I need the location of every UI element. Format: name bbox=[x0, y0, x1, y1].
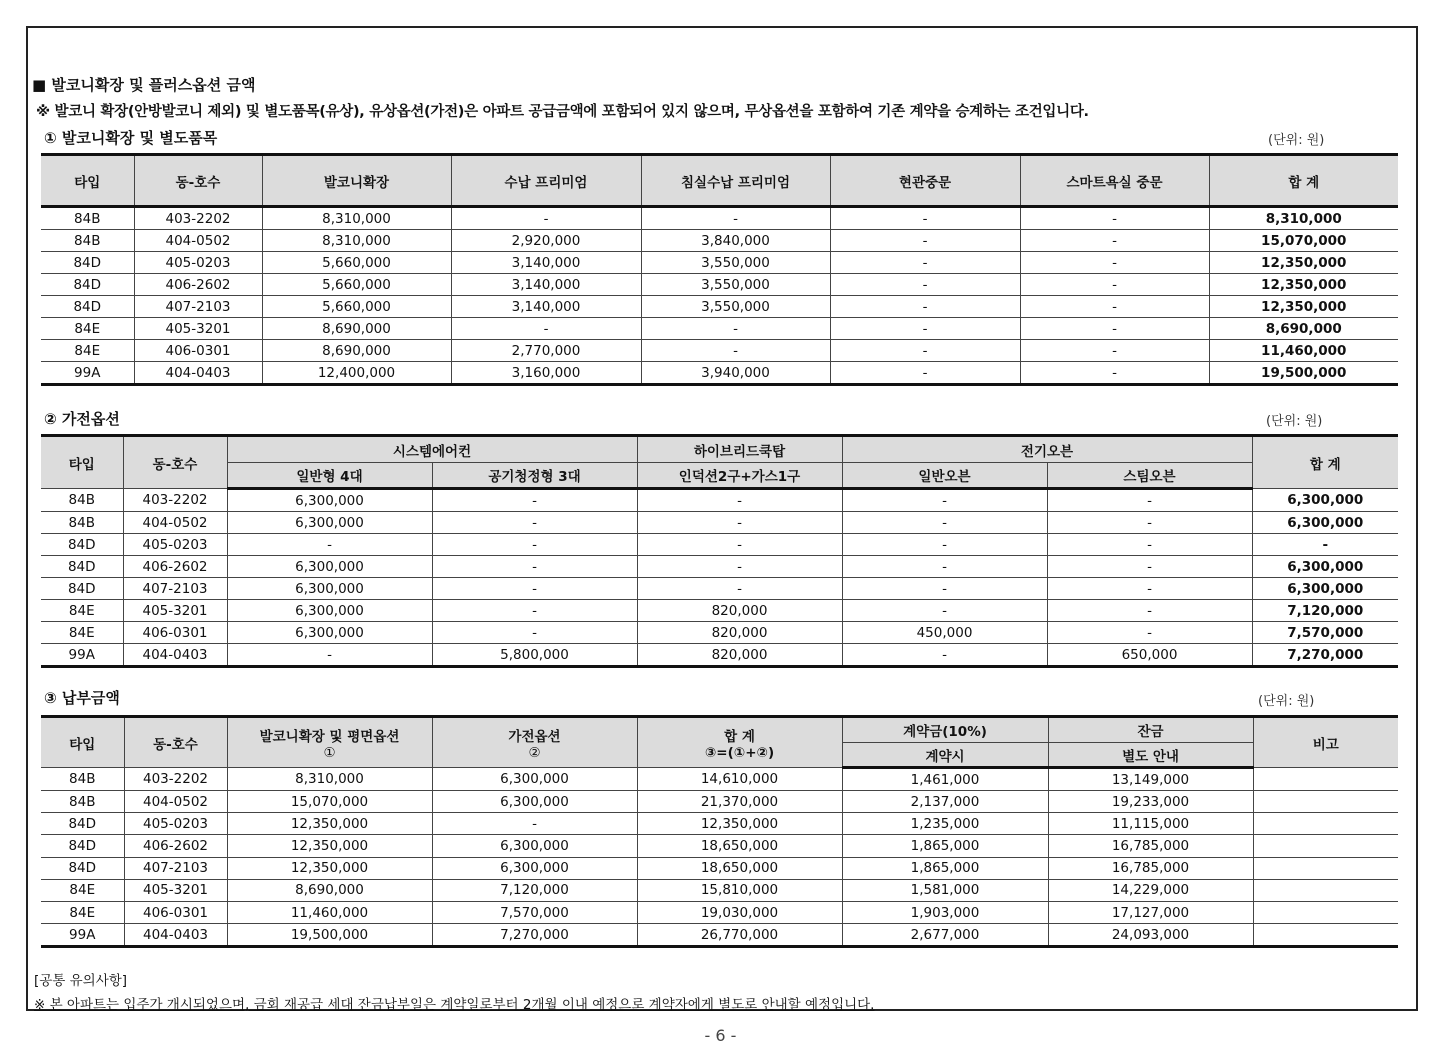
col-balcony-option-sub: ① bbox=[323, 744, 336, 761]
col-storage: 수납 프리미엄 bbox=[451, 155, 641, 207]
table-cell bbox=[1253, 813, 1398, 835]
appliance-table bbox=[41, 434, 1398, 668]
section1-unit: (단위: 원) bbox=[1268, 133, 1325, 148]
table-cell: 8,690,000 bbox=[262, 318, 451, 340]
table-cell: 18,650,000 bbox=[637, 835, 842, 857]
table-cell: 405-0203 bbox=[134, 252, 262, 274]
table-cell: 1,903,000 bbox=[842, 901, 1048, 923]
table-cell bbox=[1253, 791, 1398, 813]
table-cell: 8,310,000 bbox=[227, 768, 432, 791]
table-cell: 19,030,000 bbox=[637, 901, 842, 923]
col-electric-oven: 전기오븐 bbox=[842, 436, 1252, 463]
table-cell: 6,300,000 bbox=[432, 857, 637, 879]
table-cell: 19,500,000 bbox=[1209, 362, 1398, 385]
table-cell: 3,550,000 bbox=[641, 296, 830, 318]
table-cell: 407-2103 bbox=[123, 578, 227, 600]
table-cell: - bbox=[842, 512, 1047, 534]
col-type: 타입 bbox=[41, 717, 124, 768]
table-cell: 405-3201 bbox=[123, 600, 227, 622]
table-row bbox=[41, 924, 1398, 947]
table-cell: 84D bbox=[41, 835, 124, 857]
table-row bbox=[41, 901, 1398, 923]
table-cell: 26,770,000 bbox=[637, 924, 842, 947]
table-cell: - bbox=[830, 252, 1020, 274]
table-cell bbox=[1253, 835, 1398, 857]
table-cell: 12,350,000 bbox=[227, 813, 432, 835]
table-cell: - bbox=[641, 318, 830, 340]
table-cell: 5,800,000 bbox=[432, 644, 637, 667]
table-cell: - bbox=[842, 489, 1047, 512]
table-cell: 12,350,000 bbox=[637, 813, 842, 835]
table-row bbox=[41, 791, 1398, 813]
table-cell: 407-2103 bbox=[124, 857, 227, 879]
page-heading: ■ 발코니확장 및 플러스옵션 금액 bbox=[32, 76, 256, 94]
table-cell: - bbox=[637, 534, 842, 556]
table-row bbox=[41, 857, 1398, 879]
table-cell: - bbox=[641, 207, 830, 230]
table-cell: 406-2602 bbox=[123, 556, 227, 578]
table-cell: 6,300,000 bbox=[432, 835, 637, 857]
table-cell: - bbox=[432, 578, 637, 600]
table-cell: 6,300,000 bbox=[227, 578, 432, 600]
table-cell: 15,070,000 bbox=[227, 791, 432, 813]
table-cell: 2,770,000 bbox=[451, 340, 641, 362]
table-cell: 407-2103 bbox=[134, 296, 262, 318]
table-cell: 19,500,000 bbox=[227, 924, 432, 947]
section3-title: ③ 납부금액 bbox=[44, 689, 120, 707]
table-cell: 3,140,000 bbox=[451, 252, 641, 274]
table-cell: 84D bbox=[41, 813, 124, 835]
col-total: 합 계 bbox=[1252, 436, 1398, 489]
table-cell: 15,810,000 bbox=[637, 879, 842, 901]
table-cell: 18,650,000 bbox=[637, 857, 842, 879]
table-cell: - bbox=[1020, 207, 1209, 230]
col-balance-sub: 별도 안내 bbox=[1048, 743, 1253, 768]
table-cell: - bbox=[432, 556, 637, 578]
table-cell bbox=[1253, 901, 1398, 923]
col-bedroom-storage: 침실수납 프리미엄 bbox=[641, 155, 830, 207]
table-cell: - bbox=[830, 362, 1020, 385]
table-cell: 11,460,000 bbox=[1209, 340, 1398, 362]
table-cell: 1,865,000 bbox=[842, 835, 1048, 857]
table-cell: - bbox=[830, 207, 1020, 230]
table-cell: 7,570,000 bbox=[1252, 622, 1398, 644]
table-cell: 404-0502 bbox=[134, 230, 262, 252]
table-cell: 84E bbox=[41, 318, 134, 340]
table-cell: 16,785,000 bbox=[1048, 835, 1253, 857]
table-cell: 5,660,000 bbox=[262, 274, 451, 296]
table-cell: - bbox=[227, 644, 432, 667]
table-row bbox=[41, 879, 1398, 901]
table-cell: 3,940,000 bbox=[641, 362, 830, 385]
table-cell: 405-0203 bbox=[124, 813, 227, 835]
table-row bbox=[41, 512, 1398, 534]
col-balcony-option-label: 발코니확장 및 평면옵션 bbox=[259, 728, 400, 745]
col-appliance-option-label: 가전옵션 bbox=[508, 728, 561, 745]
table-cell: - bbox=[830, 296, 1020, 318]
table-cell: 406-0301 bbox=[124, 901, 227, 923]
col-total: 합 계 bbox=[1209, 155, 1398, 207]
table-cell: 84D bbox=[41, 857, 124, 879]
table-cell: 1,581,000 bbox=[842, 879, 1048, 901]
table-row bbox=[41, 274, 1398, 296]
col-balcony-option bbox=[227, 717, 432, 768]
col-unit: 동-호수 bbox=[134, 155, 262, 207]
table-cell: 84D bbox=[41, 556, 123, 578]
col-total-sub: ③=(①+②) bbox=[704, 744, 775, 761]
col-balcony: 발코니확장 bbox=[262, 155, 451, 207]
table-cell: 404-0502 bbox=[124, 791, 227, 813]
table-cell: 8,690,000 bbox=[1209, 318, 1398, 340]
table-cell: 3,840,000 bbox=[641, 230, 830, 252]
table-cell: 406-2602 bbox=[124, 835, 227, 857]
col-cooktop-sub: 인덕션2구+가스1구 bbox=[637, 463, 842, 489]
section2-title: ② 가전옵션 bbox=[44, 410, 120, 428]
table-cell: 8,310,000 bbox=[1209, 207, 1398, 230]
table-cell: 84E bbox=[41, 340, 134, 362]
table-cell: - bbox=[830, 318, 1020, 340]
table-row bbox=[41, 318, 1398, 340]
table-cell: 6,300,000 bbox=[1252, 512, 1398, 534]
col-smart-bath-door: 스마트욕실 중문 bbox=[1020, 155, 1209, 207]
balcony-table bbox=[41, 153, 1398, 386]
table-cell: 84E bbox=[41, 879, 124, 901]
table-cell: - bbox=[451, 318, 641, 340]
col-total bbox=[637, 717, 842, 768]
table-cell: 403-2202 bbox=[123, 489, 227, 512]
table-cell: - bbox=[1020, 318, 1209, 340]
col-unit: 동-호수 bbox=[124, 717, 227, 768]
table-cell: 3,550,000 bbox=[641, 274, 830, 296]
table-cell: 12,350,000 bbox=[227, 857, 432, 879]
table-row bbox=[41, 340, 1398, 362]
table-cell: - bbox=[1020, 362, 1209, 385]
table-cell: - bbox=[1047, 578, 1252, 600]
table-cell: 406-0301 bbox=[123, 622, 227, 644]
table-cell: - bbox=[830, 274, 1020, 296]
table-cell: 404-0403 bbox=[123, 644, 227, 667]
table-row bbox=[41, 230, 1398, 252]
table-cell: 405-3201 bbox=[134, 318, 262, 340]
table-cell: - bbox=[637, 489, 842, 512]
col-cooktop: 하이브리드쿡탑 bbox=[637, 436, 842, 463]
table-cell: 403-2202 bbox=[134, 207, 262, 230]
table-cell: - bbox=[1047, 600, 1252, 622]
table-cell: 12,350,000 bbox=[1209, 296, 1398, 318]
table-cell: 6,300,000 bbox=[432, 791, 637, 813]
table-cell: - bbox=[1047, 534, 1252, 556]
table-cell: 84B bbox=[41, 489, 123, 512]
table-cell: 84E bbox=[41, 901, 124, 923]
table-cell: - bbox=[1047, 489, 1252, 512]
table-cell: 84B bbox=[41, 512, 123, 534]
table-cell: - bbox=[842, 644, 1047, 667]
table-cell: 8,690,000 bbox=[227, 879, 432, 901]
table-cell: 404-0403 bbox=[124, 924, 227, 947]
table-row bbox=[41, 362, 1398, 385]
col-balance: 잔금 bbox=[1048, 717, 1253, 743]
table-cell: 6,300,000 bbox=[227, 512, 432, 534]
table-cell: 84B bbox=[41, 207, 134, 230]
table-row bbox=[41, 252, 1398, 274]
table-cell: - bbox=[1020, 230, 1209, 252]
table-cell: 11,115,000 bbox=[1048, 813, 1253, 835]
col-aircon-purifier: 공기청정형 3대 bbox=[432, 463, 637, 489]
table-cell: 1,235,000 bbox=[842, 813, 1048, 835]
table-row bbox=[41, 835, 1398, 857]
table-cell: - bbox=[1252, 534, 1398, 556]
table-row bbox=[41, 207, 1398, 230]
table-cell: - bbox=[1020, 274, 1209, 296]
table-cell: - bbox=[432, 600, 637, 622]
table-cell: 14,229,000 bbox=[1048, 879, 1253, 901]
table-cell: 2,137,000 bbox=[842, 791, 1048, 813]
table-cell: 7,120,000 bbox=[1252, 600, 1398, 622]
section1-title: ① 발코니확장 및 별도품목 bbox=[44, 129, 218, 147]
table-cell: 450,000 bbox=[842, 622, 1047, 644]
table-cell: - bbox=[842, 578, 1047, 600]
col-system-aircon: 시스템에어컨 bbox=[227, 436, 637, 463]
table-cell: 84D bbox=[41, 534, 123, 556]
col-entrance-door: 현관중문 bbox=[830, 155, 1020, 207]
table-cell: - bbox=[432, 512, 637, 534]
table-cell: 13,149,000 bbox=[1048, 768, 1253, 791]
table-cell: 2,920,000 bbox=[451, 230, 641, 252]
table-cell: 406-0301 bbox=[134, 340, 262, 362]
table-cell: 84D bbox=[41, 274, 134, 296]
payment-table bbox=[41, 715, 1398, 948]
table-cell: - bbox=[830, 340, 1020, 362]
col-deposit: 계약금(10%) bbox=[842, 717, 1048, 743]
table-cell: 405-3201 bbox=[124, 879, 227, 901]
table-cell: 6,300,000 bbox=[1252, 556, 1398, 578]
table-cell: - bbox=[432, 622, 637, 644]
table-cell: 14,610,000 bbox=[637, 768, 842, 791]
table-cell: 6,300,000 bbox=[1252, 578, 1398, 600]
table-cell bbox=[1253, 924, 1398, 947]
table-cell: 17,127,000 bbox=[1048, 901, 1253, 923]
table-cell: - bbox=[637, 512, 842, 534]
table-cell: 7,270,000 bbox=[432, 924, 637, 947]
table-cell: 8,310,000 bbox=[262, 230, 451, 252]
table-cell: 84B bbox=[41, 230, 134, 252]
table-cell: 2,677,000 bbox=[842, 924, 1048, 947]
table-cell: 1,461,000 bbox=[842, 768, 1048, 791]
conditions-note: ※ 발코니 확장(안방발코니 제외) 및 별도품목(유상), 유상옵션(가전)은 아파트 공급금액에 포함되어 있지 않으며, 무상옵션을 포함하여 기존 계약을 승계하는 조건입니다. bbox=[36, 104, 1089, 120]
col-appliance-option-sub: ② bbox=[528, 744, 541, 761]
table-cell: - bbox=[451, 207, 641, 230]
table-cell: 8,690,000 bbox=[262, 340, 451, 362]
table-cell: 7,120,000 bbox=[432, 879, 637, 901]
footer-title: [공통 유의사항] bbox=[34, 973, 128, 989]
table-cell: - bbox=[227, 534, 432, 556]
col-oven-steam: 스팀오븐 bbox=[1047, 463, 1252, 489]
table-cell: 404-0403 bbox=[134, 362, 262, 385]
table-cell: 5,660,000 bbox=[262, 296, 451, 318]
table-row bbox=[41, 556, 1398, 578]
table-cell: - bbox=[1020, 296, 1209, 318]
table-row bbox=[41, 622, 1398, 644]
table-cell: - bbox=[842, 556, 1047, 578]
table-cell: - bbox=[432, 534, 637, 556]
table-cell: 84E bbox=[41, 600, 123, 622]
table-cell: 820,000 bbox=[637, 644, 842, 667]
col-oven-general: 일반오븐 bbox=[842, 463, 1047, 489]
page-number: - 6 - bbox=[704, 1026, 737, 1045]
table-cell: 404-0502 bbox=[123, 512, 227, 534]
table-cell: - bbox=[637, 556, 842, 578]
table-row bbox=[41, 768, 1398, 791]
col-type: 타입 bbox=[41, 436, 123, 489]
table-cell: 6,300,000 bbox=[432, 768, 637, 791]
table-row bbox=[41, 534, 1398, 556]
table-cell: 15,070,000 bbox=[1209, 230, 1398, 252]
table-cell: - bbox=[842, 600, 1047, 622]
table-cell: 405-0203 bbox=[123, 534, 227, 556]
table-cell: - bbox=[1020, 252, 1209, 274]
table-cell: 84D bbox=[41, 252, 134, 274]
table-cell: 6,300,000 bbox=[227, 556, 432, 578]
table-cell: 84B bbox=[41, 768, 124, 791]
table-cell: 820,000 bbox=[637, 622, 842, 644]
table-row bbox=[41, 489, 1398, 512]
table-cell: 21,370,000 bbox=[637, 791, 842, 813]
table-cell: 3,550,000 bbox=[641, 252, 830, 274]
table-cell: - bbox=[830, 230, 1020, 252]
table-cell: 24,093,000 bbox=[1048, 924, 1253, 947]
table-row bbox=[41, 644, 1398, 667]
table-cell: 403-2202 bbox=[124, 768, 227, 791]
table-cell: 84E bbox=[41, 622, 123, 644]
table-cell: - bbox=[641, 340, 830, 362]
table-cell: 12,350,000 bbox=[1209, 274, 1398, 296]
col-appliance-option bbox=[432, 717, 637, 768]
table-cell: - bbox=[1020, 340, 1209, 362]
table-cell: - bbox=[637, 578, 842, 600]
table-cell: 11,460,000 bbox=[227, 901, 432, 923]
col-aircon-general: 일반형 4대 bbox=[227, 463, 432, 489]
table-cell: 6,300,000 bbox=[227, 600, 432, 622]
table-cell: 3,140,000 bbox=[451, 296, 641, 318]
col-remark: 비고 bbox=[1253, 717, 1398, 768]
table-cell: 820,000 bbox=[637, 600, 842, 622]
table-cell: - bbox=[432, 489, 637, 512]
table-row bbox=[41, 578, 1398, 600]
table-cell: 99A bbox=[41, 644, 123, 667]
table-cell: 19,233,000 bbox=[1048, 791, 1253, 813]
table-cell: 84D bbox=[41, 578, 123, 600]
table-cell: 6,300,000 bbox=[1252, 489, 1398, 512]
table-cell: 84D bbox=[41, 296, 134, 318]
table-cell: 12,400,000 bbox=[262, 362, 451, 385]
table-cell bbox=[1253, 857, 1398, 879]
table-cell: 6,300,000 bbox=[227, 489, 432, 512]
section3-unit: (단위: 원) bbox=[1258, 694, 1315, 709]
table-cell: 7,570,000 bbox=[432, 901, 637, 923]
table-cell: 5,660,000 bbox=[262, 252, 451, 274]
table-cell bbox=[1253, 768, 1398, 791]
table-cell: - bbox=[1047, 556, 1252, 578]
col-total-label: 합 계 bbox=[724, 728, 755, 745]
table-row bbox=[41, 813, 1398, 835]
table-row bbox=[41, 600, 1398, 622]
footer-note: ※ 본 아파트는 입주가 개시되었으며, 금회 재공급 세대 잔금납부일은 계약일로부터 2개월 이내 예정으로 계약자에게 별도로 안내할 예정입니다. bbox=[34, 997, 875, 1013]
table-cell: 99A bbox=[41, 924, 124, 947]
table-cell: 12,350,000 bbox=[227, 835, 432, 857]
table-cell: 3,160,000 bbox=[451, 362, 641, 385]
table-cell: 3,140,000 bbox=[451, 274, 641, 296]
table-row bbox=[41, 296, 1398, 318]
table-cell: 84B bbox=[41, 791, 124, 813]
table-cell: 16,785,000 bbox=[1048, 857, 1253, 879]
table-cell: - bbox=[1047, 622, 1252, 644]
table-cell: 1,865,000 bbox=[842, 857, 1048, 879]
table-cell: 12,350,000 bbox=[1209, 252, 1398, 274]
table-cell: 99A bbox=[41, 362, 134, 385]
table-cell: 6,300,000 bbox=[227, 622, 432, 644]
col-type: 타입 bbox=[41, 155, 134, 207]
table-cell: - bbox=[432, 813, 637, 835]
col-deposit-sub: 계약시 bbox=[842, 743, 1048, 768]
col-unit: 동-호수 bbox=[123, 436, 227, 489]
table-cell: 406-2602 bbox=[134, 274, 262, 296]
section2-unit: (단위: 원) bbox=[1266, 414, 1323, 429]
table-cell bbox=[1253, 879, 1398, 901]
table-cell: 8,310,000 bbox=[262, 207, 451, 230]
table-cell: 650,000 bbox=[1047, 644, 1252, 667]
table-cell: - bbox=[1047, 512, 1252, 534]
table-cell: 7,270,000 bbox=[1252, 644, 1398, 667]
table-cell: - bbox=[842, 534, 1047, 556]
